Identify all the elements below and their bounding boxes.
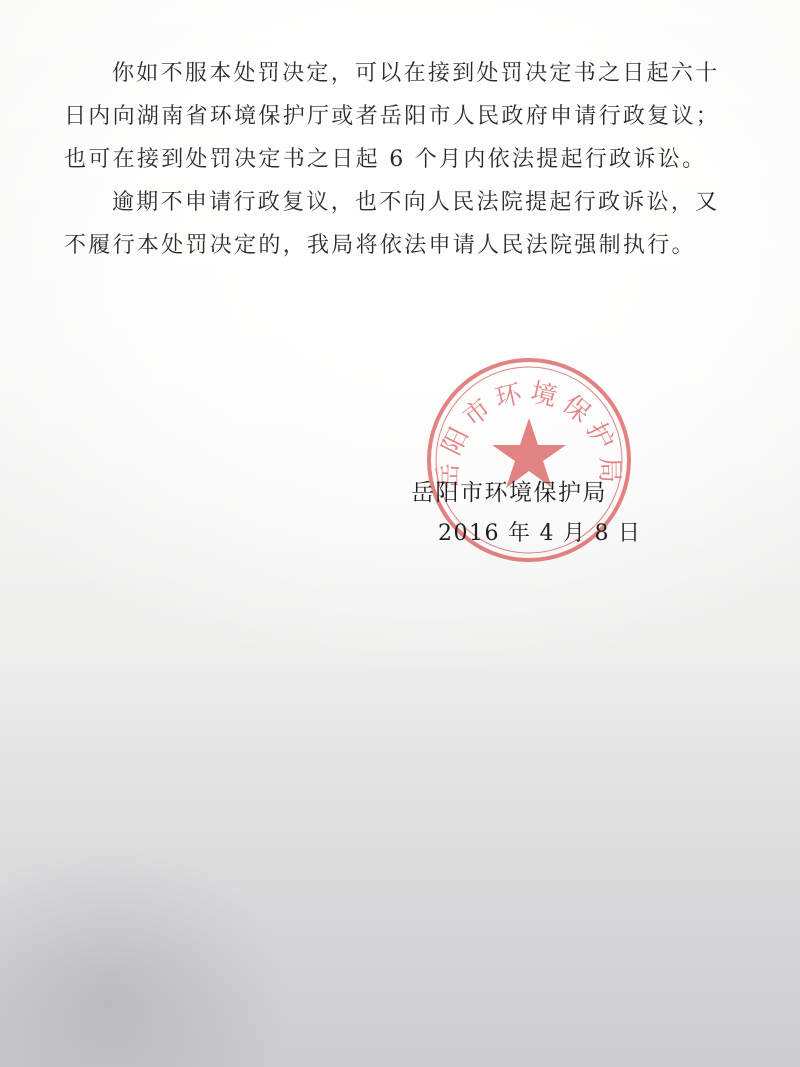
date-year-unit: 年 [508, 521, 532, 546]
issuing-authority: 岳阳市环境保护局 [411, 480, 607, 506]
date-year: 2016 [438, 521, 500, 546]
document-body [64, 52, 724, 267]
paragraph-appeal-rights: 你如不服本处罚决定，可以在接到处罚决定书之日起六十日内向湖南省环境保护厅或者岳阳市人民政府申请行政复议；也可在接到处罚决定书之日起 6 个月内依法提起行政诉讼。 [64, 61, 721, 172]
page-shadow-left [0, 700, 420, 1067]
page-shadow-bottom [0, 640, 800, 1067]
date-month: 4 [539, 521, 556, 546]
issue-date [438, 516, 642, 547]
date-day: 8 [594, 521, 611, 546]
date-day-unit: 日 [618, 521, 642, 546]
paragraph-enforcement: 逾期不申请行政复议，也不向人民法院提起行政诉讼，又不履行本处罚决定的，我局将依法申请人民法院强制执行。 [64, 190, 720, 258]
seal-text-path: 岳阳市环境保护局 [433, 377, 625, 490]
date-month-unit: 月 [563, 521, 587, 546]
